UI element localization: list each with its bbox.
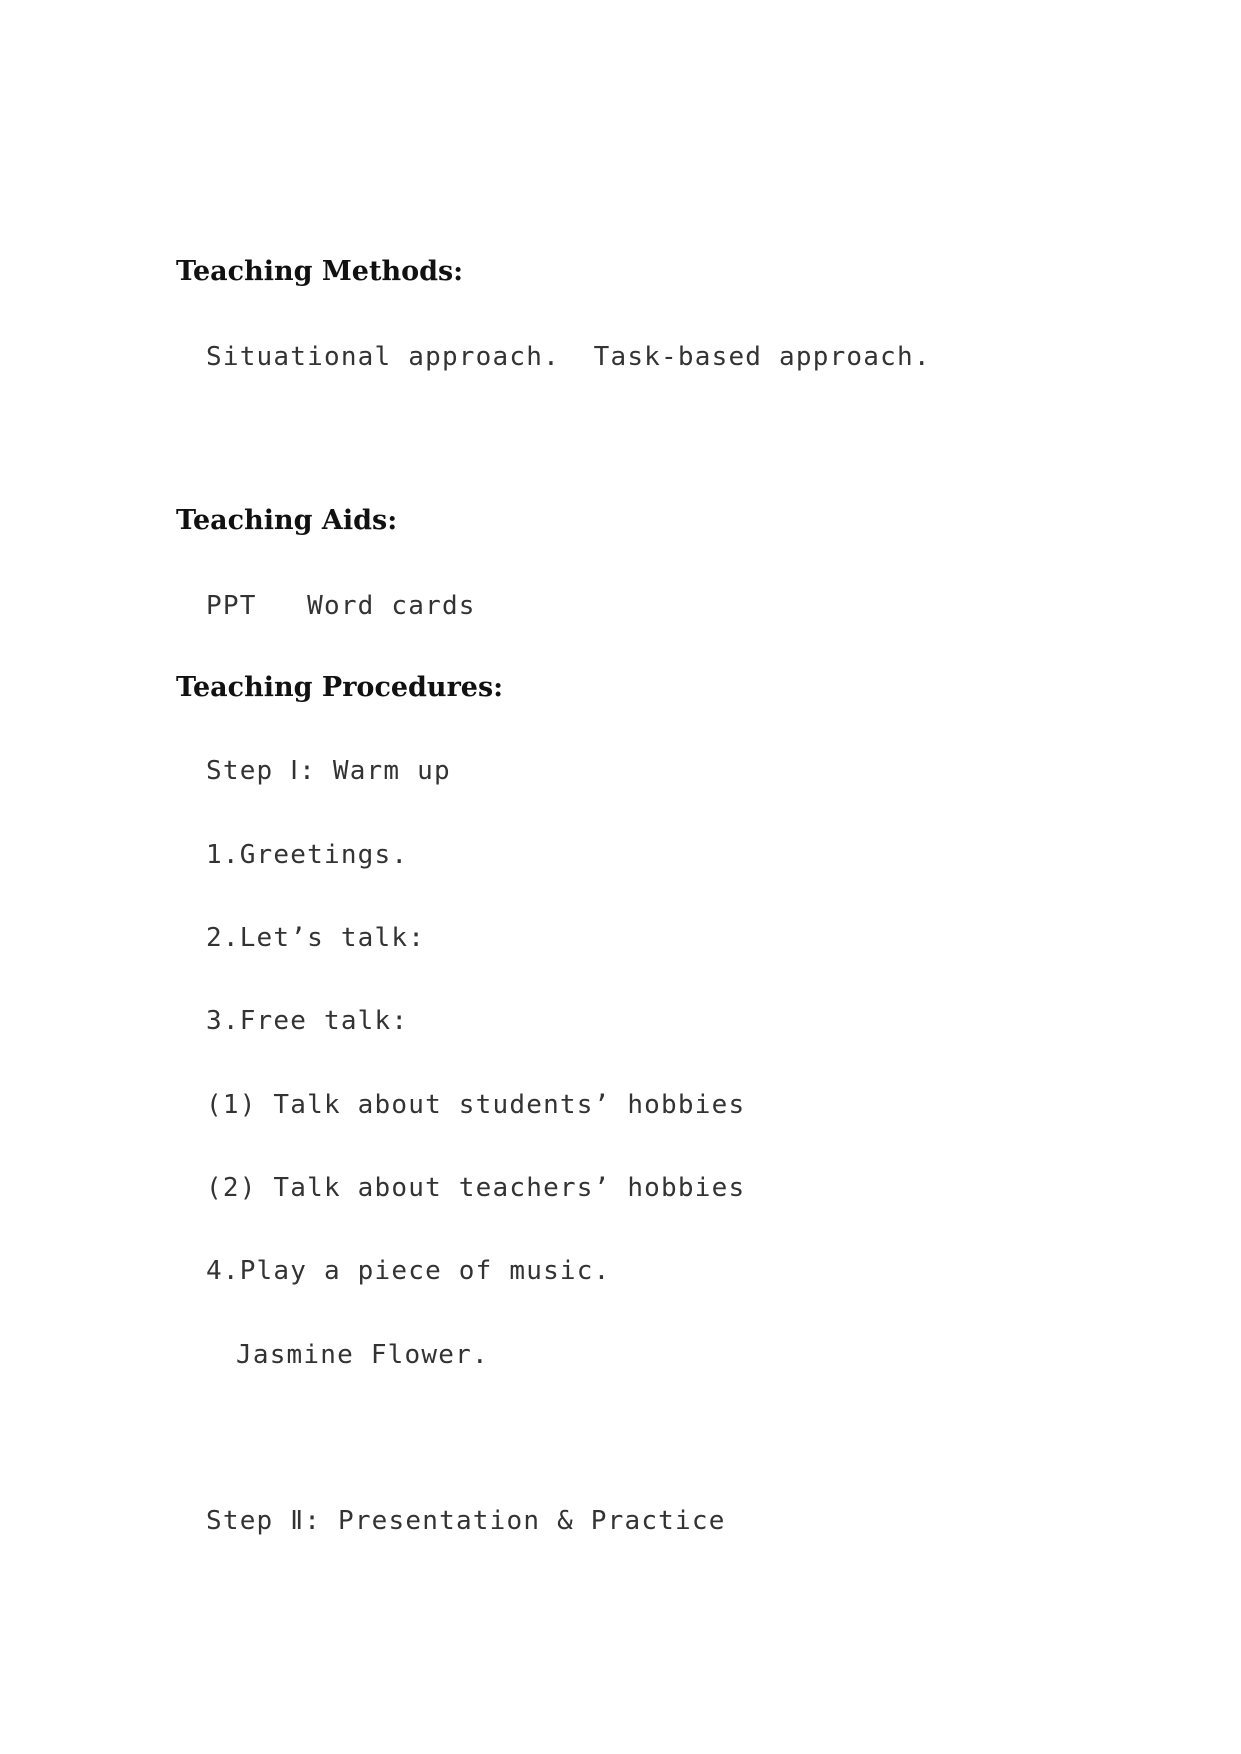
- teaching-procedures-heading: Teaching Procedures:: [176, 672, 504, 703]
- teaching-aids-heading: Teaching Aids:: [176, 505, 398, 536]
- list-item: Jasmine Flower.: [236, 1340, 489, 1370]
- step-1-title: Step Ⅰ: Warm up: [206, 756, 451, 786]
- list-item: 2.Let’s talk:: [206, 923, 426, 953]
- list-item: 1.Greetings.: [206, 840, 409, 870]
- teaching-methods-text: Situational approach. Task-based approach.: [206, 342, 931, 372]
- list-item: 3.Free talk:: [206, 1006, 409, 1036]
- list-item: (2) Talk about teachers’ hobbies: [206, 1173, 746, 1203]
- teaching-methods-heading: Teaching Methods:: [176, 256, 464, 287]
- teaching-aids-text: PPT Word cards: [206, 591, 476, 621]
- step-2-title: Step Ⅱ: Presentation & Practice: [206, 1506, 726, 1536]
- list-item: (1) Talk about students’ hobbies: [206, 1090, 746, 1120]
- list-item: 4.Play a piece of music.: [206, 1256, 611, 1286]
